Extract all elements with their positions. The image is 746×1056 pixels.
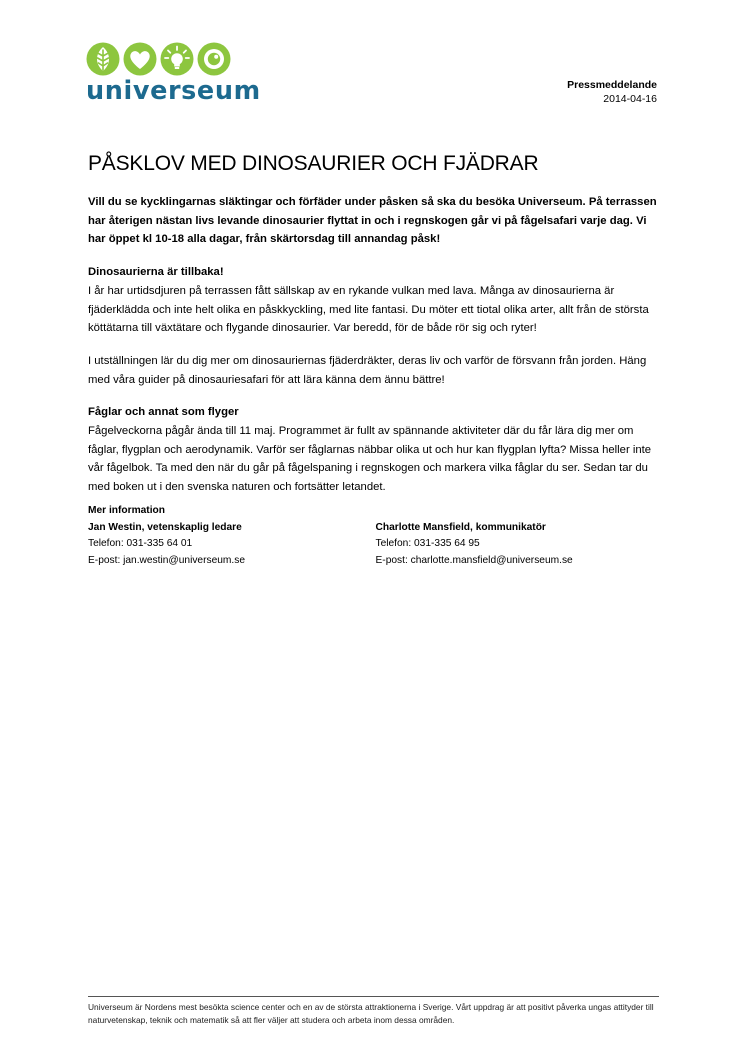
contact-person <box>88 520 376 570</box>
footer-text: Universeum är Nordens mest besökta science center och en av de största attraktionerna i Sverige. Vårt uppdrag är att positivt påverka ungas attityder till naturvetenskap, teknik och matematik så att fler väljer att studera och arbeta inom dessa områden. <box>88 1002 654 1025</box>
section-dinosaurs <box>88 263 663 338</box>
logo-icons <box>86 42 252 76</box>
contact-block <box>88 503 663 570</box>
section-paragraph: Fågelveckorna pågår ända till 11 maj. Programmet är fullt av spännande aktiviteter där du får lära dig mer om fåglar, flygplan och aerodynamik. Varför ser fåglarnas näbbar olika ut och hur kan flygplan lyfta? Missa heller inte vår fågelbok. Ta med den när du går på fågelspaning i regnskogen och markera vilka fåglar du ser. Sedan tar du med boken ut i den svenska naturen och fortsätter letandet. <box>88 425 652 494</box>
contact-name: Jan Westin, vetenskaplig ledare <box>88 521 242 533</box>
footer-divider <box>88 996 659 997</box>
lead-paragraph: Vill du se kycklingarnas släktingar och förfäder under påsken så ska du besöka Universeum. På terrassen har återigen nästan livs levande dinosaurier flyttat in och i regnskogen går vi på fågelsafari varje dag. Vi har öppet kl 10-18 alla dagar, från skärtorsdag till annandag påsk! <box>88 196 657 246</box>
section-paragraph: I utställningen lär du dig mer om dinosauriernas fjäderdräkter, deras liv och varför de försvann från jorden. Häng med våra guider på dinosauriesafari för att lära känna dem ännu bättre! <box>88 354 647 386</box>
eye-icon <box>197 42 231 76</box>
page-title: PÅSKLOV MED DINOSAURIER OCH FJÄDRAR <box>88 152 539 175</box>
logo-wordmark: universeum <box>86 76 261 106</box>
contact-phone: Telefon: 031-335 64 01 <box>88 538 193 550</box>
article-body <box>88 193 663 511</box>
contact-email: E-post: charlotte.mansfield@universeum.se <box>375 555 573 567</box>
contact-email: E-post: jan.westin@universeum.se <box>88 555 245 567</box>
contact-columns <box>88 520 663 570</box>
section-paragraph: I år har urtidsdjuren på terrassen fått sällskap av en rykande vulkan med lava. Många av dinosaurierna är fjäderklädda och inte helt olika en påskkyckling, med lite fantasi. Du möter ett tiotal olika arter, allt från de största köttätarna till växtätare och flygande dinosaurier. Var beredd, för de både rör sig och ryter! <box>88 284 649 335</box>
universeum-logo <box>86 42 261 106</box>
doc-date: 2014-04-16 <box>603 93 657 105</box>
doc-meta <box>567 78 657 106</box>
contact-name: Charlotte Mansfield, kommunikatör <box>375 521 546 533</box>
contact-person <box>376 520 664 570</box>
heart-icon <box>123 42 157 76</box>
leaf-icon <box>86 42 120 76</box>
doc-type-label: Pressmeddelande <box>567 79 657 91</box>
contact-heading: Mer information <box>88 505 165 516</box>
section-birds <box>88 403 663 497</box>
section-heading: Dinosaurierna är tillbaka! <box>88 266 224 279</box>
section-heading: Fåglar och annat som flyger <box>88 406 239 419</box>
contact-phone: Telefon: 031-335 64 95 <box>375 538 480 550</box>
lightbulb-icon <box>160 42 194 76</box>
